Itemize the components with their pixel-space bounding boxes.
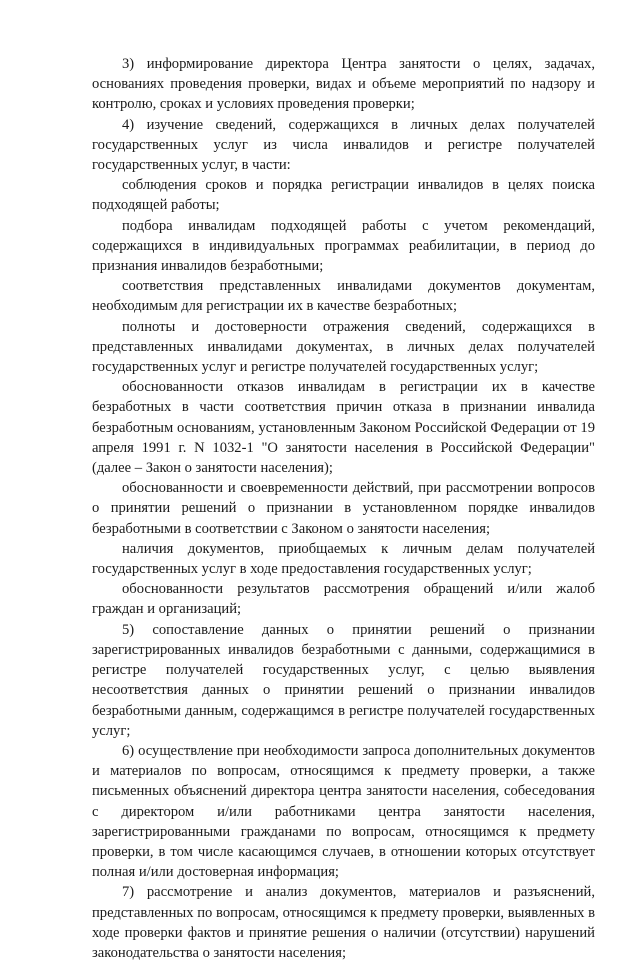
document-body — [92, 54, 595, 963]
paragraph-complaints-review: обоснованности результатов рассмотрения обращений и/или жалоб граждан и организаций; — [92, 581, 595, 618]
paragraph-item-5: 5) сопоставление данных о принятии решений о признании зарегистрированных инвалидов безработными с данными, содержащимися в регистре получателей государственных услуг, с целью выявления несоответствия данных о принятии решений о признании инвалидов безработными данным, содержащимся в регистре получателей государственных услуг; — [92, 621, 595, 739]
paragraph-registration-deadlines: соблюдения сроков и порядка регистрации инвалидов в целях поиска подходящей работы; — [92, 177, 595, 214]
paragraph-item-3: 3) информирование директора Центра занятости о целях, задачах, основаниях проведения проверки, видах и объеме мероприятий по надзору и контролю, сроках и условиях проведения проверки; — [92, 56, 595, 113]
paragraph-timeliness-of-actions: обоснованности и своевременности действий, при рассмотрении вопросов о принятии решений о признании в установленном порядке инвалидов безработными в соответствии с Законом о занятости населения; — [92, 480, 595, 537]
paragraph-completeness-accuracy: полноты и достоверности отражения сведений, содержащихся в представленных инвалидами документах, в личных делах получателей государственных услуг и регистре получателей государственных услуг; — [92, 318, 595, 376]
paragraph-item-7: 7) рассмотрение и анализ документов, материалов и разъяснений, представленных по вопросам, относящимся к предмету проверки, выявленных в ходе проверки фактов и принятие решения о наличии (отсутствии) нарушений законодательства о занятости населения; — [92, 884, 595, 961]
paragraph-item-6: 6) осуществление при необходимости запроса дополнительных документов и материалов по вопросам, относящимся к предмету проверки, а также письменных объяснений директора центра занятости населения, собеседования с директором и/или работниками центра занятости населения, зарегистрированными гражданами по вопросам, относящимся к предмету проверки, в том числе касающимся случаев, в отношении которых отсутствует полная и/или достоверная информация; — [92, 742, 595, 881]
paragraph-item-4: 4) изучение сведений, содержащихся в личных делах получателей государственных услуг из числа инвалидов и регистре получателей государственных услуг, в части: — [92, 116, 595, 174]
paragraph-job-selection: подбора инвалидам подходящей работы с учетом рекомендаций, содержащихся в индивидуальных программах реабилитации, в период до признания инвалидов безработными; — [92, 217, 595, 275]
paragraph-refusal-grounds: обоснованности отказов инвалидам в регистрации их в качестве безработных в части соответствия причин отказа в признании инвалида безработным основаниям, установленным Законом Российской Федерации от 19 апреля 1991 г. N 1032-1 "О занятости населения в Российской Федерации" (далее – Закон о занятости населения); — [92, 379, 595, 477]
paragraph-documents-compliance: соответствия представленных инвалидами документов документам, необходимым для регистрации их в качестве безработных; — [92, 278, 595, 315]
paragraph-attached-documents: наличия документов, приобщаемых к личным делам получателей государственных услуг в ходе предоставления государственных услуг; — [92, 540, 595, 578]
